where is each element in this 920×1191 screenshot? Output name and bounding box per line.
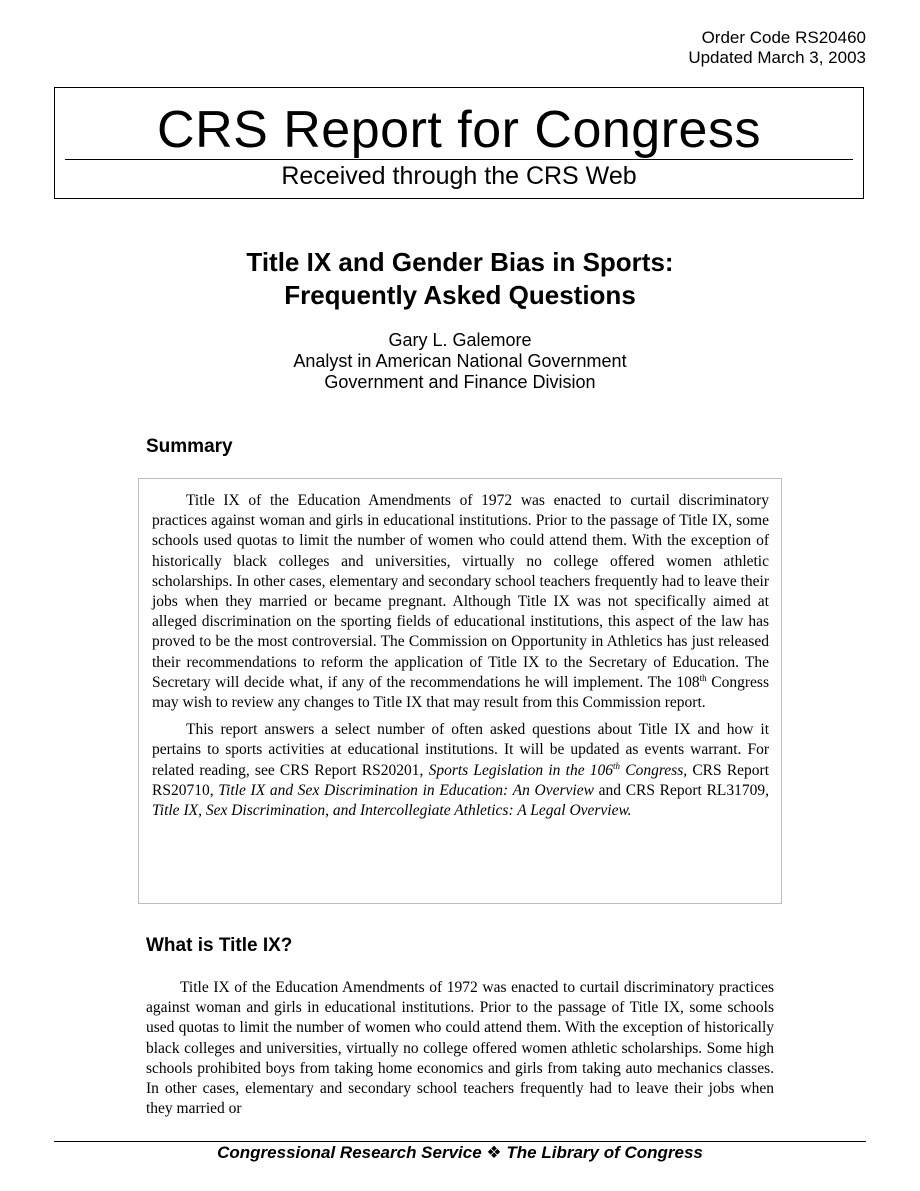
summary-paragraph-1: Title IX of the Education Amendments of 1972 was enacted to curtail discriminatory practices against woman and girls in educational institutions. Prior to the passage of Title IX, some schools used quotas to limit the number of women who could attend them. With the exception of historically black colleges and universities, virtually no college offered women athletic scholarships. In other cases, elementary and secondary school teachers frequently had to leave their jobs when they married or became pregnant. Although Title IX was not specifically aimed at alleged discrimination on the sporting fields of educational institutions, this aspect of the law has proved to be the most controversial. The Commission on Opportunity in Athletics has just released their recommendations to reform the application of Title IX to the Secretary of Education. The Secretary will decide what, if any of the recommendations he will implement. The 108th Congress may wish to review any changes to Title IX that may result from this Commission report. (152, 492, 769, 712)
what-is-title-ix-body (146, 978, 774, 1119)
updated-date: Updated March 3, 2003 (688, 48, 866, 67)
footer-crs: Congressional Research Service (217, 1143, 482, 1162)
what-is-paragraph: Title IX of the Education Amendments of 1972 was enacted to curtail discriminatory practices against woman and girls in educational institutions. Prior to the passage of Title IX, some schools used quotas to limit the number of women who could attend them. With the exception of historically black colleges and universities, virtually no college offered women athletic scholarships. Some high schools prohibited boys from taking home economics and girls from taking auto mechanics classes. In other cases, elementary and secondary school teachers frequently had to leave their jobs when they married or (146, 979, 774, 1118)
document-title (0, 246, 920, 312)
what-is-title-ix-heading: What is Title IX? (146, 935, 293, 956)
diamond-ornament-icon: ❖ (486, 1143, 502, 1162)
document-title-line2: Frequently Asked Questions (284, 280, 636, 310)
summary-paragraph-2: This report answers a select number of often asked questions about Title IX and how it pertains to sports activities at educational institutions. It will be updated as events warrant. For related reading, see CRS Report RS20201, Sports Legislation in the 106th Congress, CRS Report RS20710, Title IX and Sex Discrimination in Education: An Overview and CRS Report RL31709, Title IX, Sex Discrimination, and Intercollegiate Athletics: A Legal Overview. (152, 721, 770, 820)
citation-rs20710: Title IX and Sex Discrimination in Education: An Overview (218, 781, 594, 799)
summary-box (138, 478, 782, 904)
banner-divider (65, 159, 853, 160)
citation-rl31709: , Title IX, Sex Discrimination, and Intercollegiate Athletics: A Legal Overview. (152, 781, 769, 820)
summary-heading: Summary (146, 436, 233, 457)
author-name: Gary L. Galemore (388, 330, 532, 350)
footer-loc: The Library of Congress (506, 1143, 703, 1162)
citation-rs20201: Sports Legislation in the 106th Congress, (428, 760, 688, 779)
footer-divider (54, 1141, 866, 1142)
banner-title: CRS Report for Congress (157, 101, 761, 159)
crs-banner (54, 87, 864, 199)
author-block (0, 330, 920, 393)
document-title-line1: Title IX and Gender Bias in Sports: (246, 247, 674, 277)
banner-subtitle: Received through the CRS Web (281, 162, 637, 190)
order-info (688, 28, 866, 68)
footer (0, 1143, 920, 1163)
order-code: Order Code RS20460 (701, 28, 866, 47)
author-division: Government and Finance Division (324, 372, 596, 392)
author-title: Analyst in American National Government (293, 351, 627, 371)
